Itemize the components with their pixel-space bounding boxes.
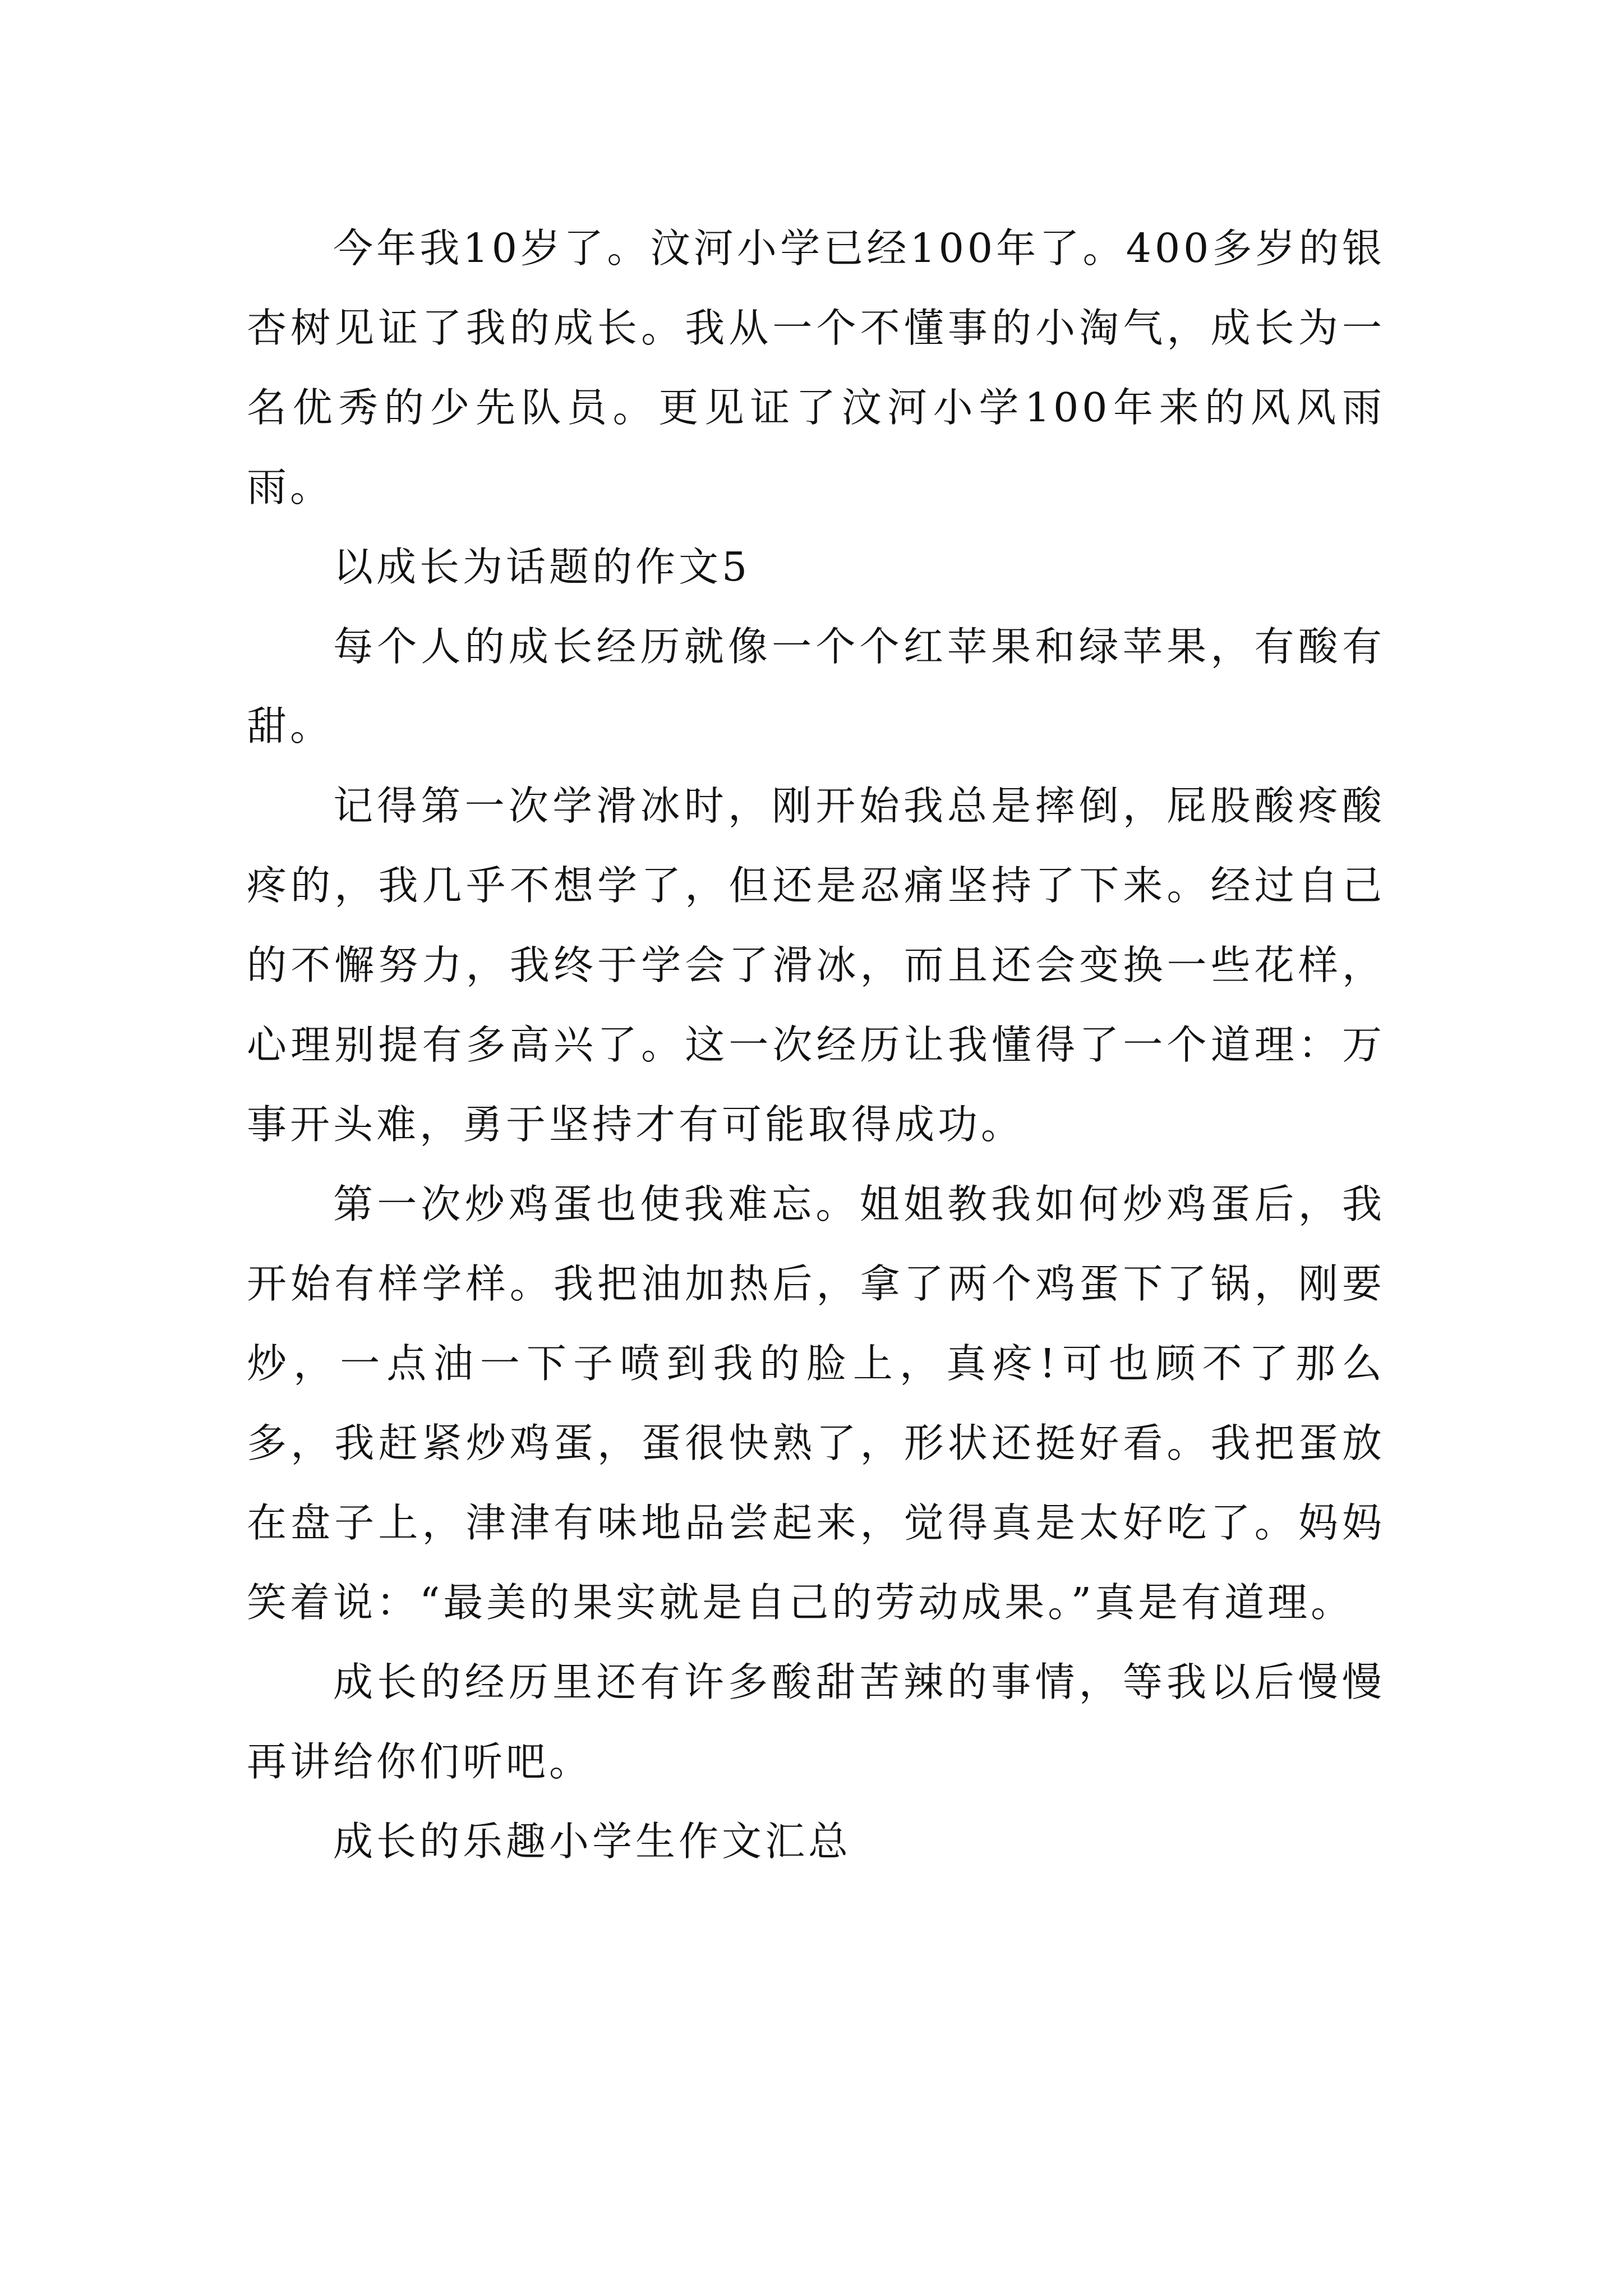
paragraph-closing: 成长的经历里还有许多酸甜苦辣的事情，等我以后慢慢再讲给你们听吧。 [247,1659,1385,1785]
next-title: 成长的乐趣小学生作文汇总 [333,1818,852,1865]
document-body [247,209,1385,1881]
paragraph-intro: 今年我10岁了。汶河小学已经100年了。400多岁的银杏树见证了我的成长。我从一个不懂事的小淘气，成长为一名优秀的少先队员。更见证了汶河小学100年来的风风雨雨。 [247,225,1385,510]
paragraph-opening: 每个人的成长经历就像一个个红苹果和绿苹果，有酸有甜。 [247,623,1385,749]
essay-heading: 以成长为话题的作文5 [333,544,751,590]
paragraph-cooking: 第一次炒鸡蛋也使我难忘。姐姐教我如何炒鸡蛋后，我开始有样学样。我把油加热后，拿了两个鸡蛋下了锅，刚要炒，一点油一下子喷到我的脸上，真疼!可也顾不了那么多，我赶紧炒鸡蛋，蛋很快熟了，形状还挺好看。我把蛋放在盘子上，津津有味地品尝起来，觉得真是太好吃了。妈妈笑着说：“最美的果实就是自己的劳动成果。”真是有道理。 [247,1181,1385,1626]
paragraph-skating: 记得第一次学滑冰时，刚开始我总是摔倒，屁股酸疼酸疼的，我几乎不想学了，但还是忍痛坚持了下来。经过自己的不懈努力，我终于学会了滑冰，而且还会变换一些花样，心理别提有多高兴了。这一次经历让我懂得了一个道理：万事开头难，勇于坚持才有可能取得成功。 [247,783,1385,1148]
